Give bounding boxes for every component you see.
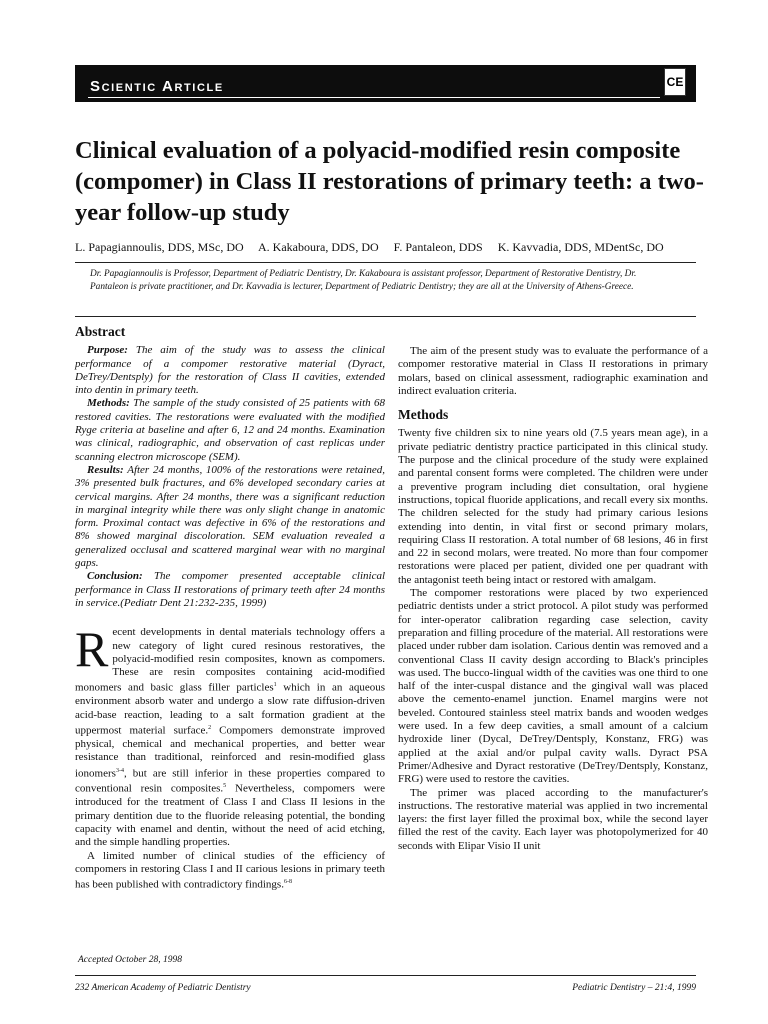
drop-cap: R <box>75 621 109 678</box>
abstract-heading: Abstract <box>75 324 126 339</box>
results-text: After 24 months, 100% of the restorations were retained, 3% presented bulk fractures, and 6% developed secondary caries at cervical margins. After 24 months, there was a significant reduction in marginal integrity while there was only slight change in anatomic form. Proximal contact was defective in 6% of the restorations and 8% showed marginal discoloration. SEM evaluation revealed a generalized occlusal and scattered marginal wear with no marginal gaps. <box>75 463 385 570</box>
purpose-text: The aim of the study was to assess the clinical performance of a compomer restorative material (Dyract, DeTrey/Dentsply) for the restoration of Class II cavities, extended into dentin in primary teeth. <box>75 344 385 397</box>
ref-3: 3-4 <box>115 767 124 774</box>
accepted-date: Accepted October 28, 1998 <box>78 955 182 965</box>
methods-heading: Methods <box>398 407 449 423</box>
article-title: Clinical evaluation of a polyacid-modified resin composite (compomer) in Class II restorations of primary teeth: a two-year follow-up study <box>75 137 704 226</box>
intro-text-1c: Compomers demonstrate improved physical, chemical and mechanical properties, and better wear resistance than traditional, reinforced and resin-modified glass ionomers <box>75 724 385 780</box>
methods-text: The sample of the study consisted of 25 patients with 68 restored cavities. The restorations were evaluated with the modified Ryge criteria at baseline and after 6, 12 and 24 months. Examination was clinical, radiographic, and observation of cast replicas under scanning electron microscope (SEM). <box>75 397 386 463</box>
section-label: Scientic Article <box>90 78 224 95</box>
intro-text-1a: ecent developments in dental materials technology offers a new category of light cured resinous restoratives, the polyacid-modified resin composites, known as compomers. These are resin composites containing acid-modified monomers and basic glass filler particles <box>75 626 385 695</box>
abstract <box>75 344 385 610</box>
results-label: Results: <box>87 463 124 476</box>
conclusion-label: Conclusion: <box>87 570 143 583</box>
left-column <box>75 325 385 892</box>
author-list <box>75 240 715 255</box>
ref-5: 6-8 <box>283 879 292 886</box>
author-4: K. Kavvadia, DDS, MDentSc, DO <box>497 240 664 254</box>
intro-text-1b: which in an aqueous environment absorb water and undergo a slow rate diffusion-driven acid-base reaction, leading to a salt formation gradient at the uppermost material surface. <box>75 682 385 737</box>
abstract-conclusion <box>75 570 385 610</box>
banner-rule <box>88 97 660 98</box>
right-column <box>398 345 708 853</box>
ce-badge-icon: CE <box>664 68 686 96</box>
author-3: F. Pantaleon, DDS <box>393 240 483 254</box>
intro-paragraph-2 <box>75 850 385 893</box>
methods-paragraph-2: The compomer restorations were placed by two experienced pediatric dentists under a strict protocol. A pilot study was performed for inter-operator calibration regarding case selection, cavity preparation and filling procedure of the material. All restorations were placed under rubber dam isolation. Carious dentin was removed and a conventional Class II cavity design according to Black's principles was used. The bucco-lingual width of the cavities was one third to one half of the inter-cuspal distance and the gingival wall was placed above the cemento-enamel junction. Enamel margins were not beveled. Contoured stainless steel matrix bands and wooden wedges were used. In a few deep cavities, a small amount of a calcium hydroxide liner (Dycal, DeTrey/Dentsply, Konstanz, FRG) was applied at the axial and/or pulpal cavity walls. Dyract PSA Primer/Adhesive and Dyract restorative (DeTrey/Dentsply, Konstanz, FRG) were used to restore the cavities. <box>398 587 708 786</box>
intro-text-2: A limited number of clinical studies of the efficiency of compomers in restoring Class I and II carious lesions in primary teeth has been published with contradictory findings. <box>75 849 385 891</box>
footer-left: 232 American Academy of Pediatric Dentistry <box>75 983 251 993</box>
intro-text-1e: Nevertheless, compomers were introduced for the treatment of Class I and Class II lesions in the primary dentition due to the fluoride releasing potential, the bonding capacity with enamel and dentin, without the need of acid etching, and the simple handling properties. <box>75 783 385 849</box>
footer-rule <box>75 975 696 976</box>
purpose-label: Purpose: <box>87 344 128 357</box>
abstract-methods <box>75 397 385 463</box>
methods-paragraph-1: Twenty five children six to nine years old (7.5 years mean age), in a private pediatric dentistry practice participated in this clinical study. The purpose and the clinical procedure of the study were explained and parental consent forms were completed. The children were under a preventive program including diet consultation, oral hygiene instructions, topical fluoride applications, and recall every six months. The children selected for the study had primary carious lesions extending into dentin, in vital first or second primary molars, requiring Class II restoration. A total number of 68 lesions, 46 in first and 22 in second molars, were treated. No more than four compomer restorations were placed per patient, divided one per quadrant with the antagonist teeth being intact or restored with amalgam. <box>398 427 708 586</box>
conclusion-text: The compomer presented acceptable clinical performance in Class II restorations of primary teeth after 24 months in service.(Pediatr Dent 21:232-235, 1999) <box>75 570 386 609</box>
intro-paragraph-3: The aim of the present study was to evaluate the performance of a compomer restorative material in Class II restorations in primary molars, based on clinical assessment, radiographic examination and indirect evaluation criteria. <box>398 345 708 397</box>
intro-paragraph-1 <box>75 621 385 849</box>
affiliation-top-rule <box>75 262 696 263</box>
abstract-results <box>75 464 385 570</box>
ref-1: 1 <box>273 682 277 689</box>
footer-right: Pediatric Dentistry – 21:4, 1999 <box>572 983 696 993</box>
methods-label: Methods: <box>87 397 130 410</box>
abstract-purpose <box>75 344 385 397</box>
intro-text-1d: , but are still inferior in these properties compared to conventional resin composites. <box>75 767 385 796</box>
author-2: A. Kakaboura, DDS, DO <box>258 240 379 254</box>
ref-4: 5 <box>223 783 227 790</box>
methods-paragraph-3: The primer was placed according to the manufacturer's instructions. The restorative material was applied in two incremental layers: the first layer filled the proximal box, while the second layer filled the rest of the cavity. Each layer was photopolymerized for 40 seconds with Elipar Visio II unit <box>398 786 708 852</box>
affiliation-note: Dr. Papagiannoulis is Professor, Department of Pediatric Dentistry, Dr. Kakaboura is assistant professor, Department of Restorative Dentistry, Dr. Pantaleon is private practitioner, and Dr. Kavvadia is lecturer, Department of Pediatric Dentistry; they are all at the University of Athens-Greece. <box>90 269 637 292</box>
author-1: L. Papagiannoulis, DDS, MSc, DO <box>75 240 244 254</box>
section-banner <box>75 65 696 102</box>
ref-2: 2 <box>208 724 212 731</box>
affiliation-bottom-rule <box>75 316 696 317</box>
